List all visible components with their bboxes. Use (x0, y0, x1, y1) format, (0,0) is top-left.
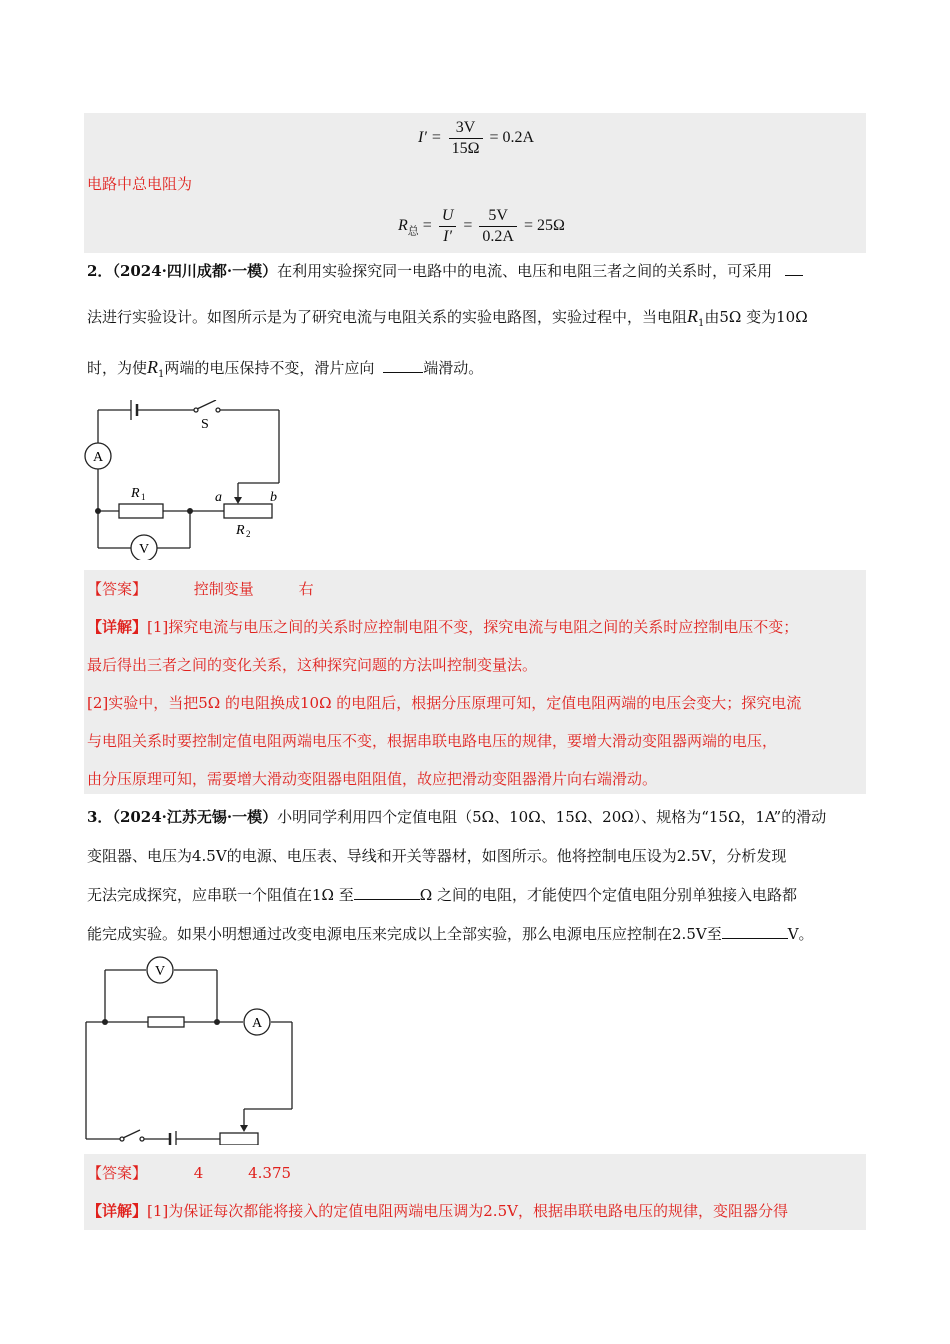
junction-node-right (187, 508, 193, 514)
r1-label: R (131, 486, 140, 501)
question-3-text-3b: Ω 之间的电阻，才能使四个定值电阻分别单独接入电路都 (419, 886, 797, 904)
formula-r-sub: 总 (407, 225, 419, 238)
fraction-numerator-u: U (439, 206, 457, 227)
fraction-denominator-02a: 0.2A (482, 228, 514, 245)
question-2-text-3a: 时，为使 (87, 359, 148, 377)
detail-q3-line-1 (87, 1198, 866, 1224)
formula-fraction (449, 118, 483, 159)
fraction-numerator: 3V (449, 118, 483, 139)
question-2-text-3c: 端滑动。 (423, 359, 484, 377)
question-3-blank-1[interactable] (354, 883, 420, 900)
fraction-denominator-i: I′ (443, 228, 452, 245)
detail-q2-line-4: 与电阻关系时要控制定值电阻两端电压不变，根据串联电路电压的规律，要增大滑动变阻器两端的电压， (87, 732, 778, 750)
question-3-line-1 (87, 804, 866, 830)
terminal-a-label: a (215, 490, 222, 505)
circuit-diagram-q2 (84, 400, 294, 560)
question-2-r1-sub-2: 1 (158, 369, 165, 380)
detail-q3-text-1: [1]为保证每次都能将接入的定值电阻两端电压调为2.5V，根据串联电路电压的规律，变阻器分得 (147, 1202, 788, 1220)
q3-node-right (214, 1019, 220, 1025)
question-3-number: 3． (87, 808, 113, 826)
question-3-text-1: 小明同学利用四个定值电阻（5Ω、10Ω、15Ω、20Ω）、规格为“15Ω，1A”的滑动 (277, 808, 827, 826)
question-2-r1-var: R (687, 306, 699, 326)
fraction-denominator: 15Ω (451, 140, 480, 157)
junction-node-left (95, 508, 101, 514)
question-2-r1-var-2: R (147, 357, 159, 377)
detail-q2-line-5: 由分压原理可知，需要增大滑动变阻器电阻阻值，故应把滑动变阻器滑片向右端滑动。 (87, 770, 658, 788)
answer-q3-label: 【答案】 (87, 1164, 148, 1182)
fraction-numerator-5v: 5V (479, 206, 517, 227)
question-3-text-3a: 无法完成探究，应串联一个阻值在1Ω 至 (87, 886, 354, 904)
resistor-r1 (119, 504, 163, 518)
formula-eq: = (422, 217, 432, 235)
question-2-text-2b: 由5Ω 变为10Ω (704, 308, 808, 326)
answer-q3-value-1: 4 (193, 1164, 204, 1182)
answer-q3 (87, 1160, 866, 1186)
question-2-number: 2． (87, 262, 113, 280)
r1-label-sub: 1 (141, 492, 146, 502)
voltmeter-label: V (138, 542, 150, 557)
question-3-text-4b: V。 (787, 925, 814, 943)
question-2-line-3 (87, 354, 866, 388)
formula-fraction-values (479, 206, 517, 247)
r2-label-sub: 2 (246, 529, 251, 539)
switch-contact-right (216, 408, 220, 412)
q3-ammeter-label: A (251, 1016, 263, 1031)
question-3-text-4a: 能完成实验。如果小明想通过改变电源电压来完成以上全部实验，那么电源电压应控制在2.5V至 (87, 925, 722, 943)
formula-fraction-ui (439, 206, 457, 247)
question-3-line-4 (87, 921, 866, 947)
question-2-line-1 (87, 258, 866, 284)
question-2-r1-sub: 1 (698, 318, 705, 329)
question-2-source: （2024·四川成都·一模） (112, 262, 278, 280)
q3-fixed-resistor (148, 1017, 184, 1027)
switch-label: S (201, 417, 209, 432)
detail-q2-line-1 (87, 614, 866, 640)
formula-lhs: I′ = (418, 129, 442, 147)
answer-q2-value-2: 右 (298, 580, 314, 598)
question-3-source: （2024·江苏无锡·一模） (112, 808, 278, 826)
ammeter-label: A (92, 450, 104, 465)
question-2-text-1: 在利用实验探究同一电路中的电流、电压和电阻三者之间的关系时，可采用 (277, 262, 773, 280)
total-resistance-text: 电路中总电阻为 (87, 175, 193, 193)
formula-current (418, 118, 534, 159)
detail-q2-line-2: 最后得出三者之间的变化关系，这种探究问题的方法叫控制变量法。 (87, 656, 538, 674)
question-2-line-2 (87, 303, 866, 337)
switch-lever (197, 400, 216, 409)
question-3-blank-2[interactable] (722, 922, 788, 939)
detail-q3-label: 【详解】 (87, 1202, 148, 1220)
terminal-b-label: b (270, 490, 277, 505)
detail-q2-text-1: [1]探究电流与电压之间的关系时应控制电阻不变，探究电流与电阻之间的关系时应控制电压不变； (147, 618, 799, 636)
answer-q3-value-2: 4.375 (248, 1164, 292, 1182)
question-3-line-2: 变阻器、电压为4.5V的电源、电压表、导线和开关等器材，如图所示。他将控制电压设为2.5V，分析发现 (87, 847, 787, 865)
question-2-text-3b: 两端的电压保持不变，滑片应向 (164, 359, 375, 377)
formula-result: = 25Ω (523, 217, 565, 235)
q3-voltmeter-label: V (154, 964, 166, 979)
question-3-line-3 (87, 882, 866, 908)
slider-arrow-head (234, 497, 242, 504)
question-2-blank-2[interactable] (383, 356, 423, 373)
formula-eq2: = (463, 217, 473, 235)
question-2-blank-1[interactable] (785, 259, 803, 276)
detail-q2-label: 【详解】 (87, 618, 148, 636)
rheostat-r2 (224, 504, 272, 518)
answer-box-q2 (84, 570, 866, 794)
q3-node-left (102, 1019, 108, 1025)
r2-label: R (236, 523, 245, 538)
formula-rhs: = 0.2A (489, 129, 535, 147)
q3-switch-lever (123, 1130, 140, 1138)
answer-q2-value-1: 控制变量 (193, 580, 254, 598)
circuit-diagram-q3 (80, 955, 300, 1145)
q3-slider-arrow-head (240, 1125, 248, 1132)
q3-rheostat (220, 1133, 258, 1145)
formula-total-resistance (398, 206, 565, 247)
detail-q2-line-3: [2]实验中，当把5Ω 的电阻换成10Ω 的电阻后，根据分压原理可知，定值电阻两端的电压会变大；探究电流 (87, 694, 802, 712)
answer-q2 (87, 576, 866, 602)
q3-switch-contact-right (140, 1137, 144, 1141)
question-2-text-2a: 法进行实验设计。如图所示是为了研究电流与电阻关系的实验电路图，实验过程中，当电阻 (87, 308, 688, 326)
formula-r-var: R (398, 217, 408, 235)
answer-q2-label: 【答案】 (87, 580, 148, 598)
